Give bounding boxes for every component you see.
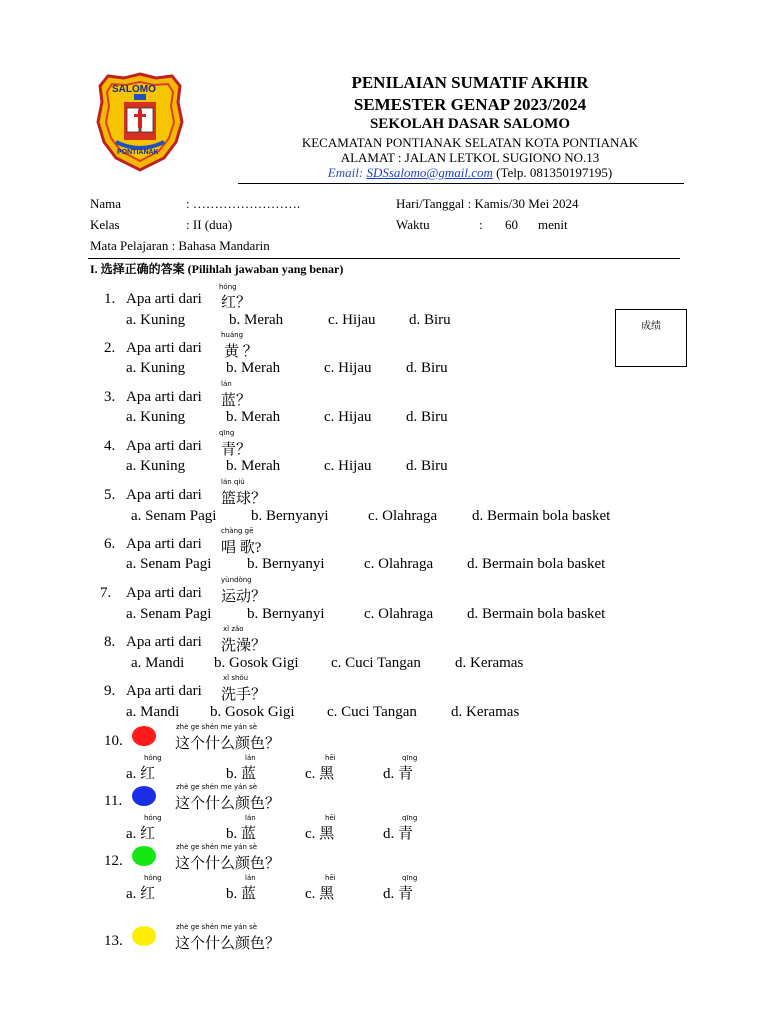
- question-hanzi: 运动？: [221, 589, 267, 605]
- question-text: Apa arti dari: [126, 634, 202, 650]
- pinyin: zhè ge shén me yán sè: [176, 843, 258, 851]
- date-label: Hari/Tanggal : Kamis/30 Mei 2024: [396, 196, 579, 211]
- option-c: c. Olahraga: [364, 606, 434, 622]
- pinyin: qīng: [219, 429, 235, 437]
- pinyin: zhè ge shén me yán sè: [176, 783, 258, 791]
- question-hanzi: 这个什么颜色？: [175, 736, 281, 752]
- option-d-pinyin: qīng: [402, 754, 418, 762]
- question-number: 10.: [104, 733, 123, 749]
- district-line: KECAMATAN PONTIANAK SELATAN KOTA PONTIANAK: [301, 135, 639, 150]
- pinyin: hóng: [219, 283, 237, 291]
- option-b: b. Bernyanyi: [251, 508, 329, 524]
- question-hanzi: 洗手？: [221, 687, 267, 703]
- option-b: b. Merah: [226, 458, 281, 474]
- option-c: c. Hijau: [324, 360, 372, 376]
- pinyin: huáng: [221, 331, 244, 339]
- option-b: b. Bernyanyi: [247, 556, 325, 572]
- question-text: Apa arti dari: [126, 438, 202, 454]
- info-divider: [88, 258, 680, 259]
- question-hanzi: 洗澡？: [221, 638, 267, 654]
- pinyin: xǐ zǎo: [223, 625, 244, 633]
- option-a: a. Kuning: [126, 458, 186, 474]
- waktu-unit: menit: [538, 217, 568, 232]
- question-text: Apa arti dari: [126, 389, 202, 405]
- option-c: c. 黑: [305, 826, 335, 842]
- question-hanzi: 青？: [221, 442, 252, 458]
- question-text: Apa arti dari: [126, 536, 202, 552]
- question-hanzi: 唱 歌?: [221, 540, 262, 556]
- pinyin: xǐ shǒu: [223, 674, 249, 682]
- option-a: a. Kuning: [126, 360, 186, 376]
- exam-title: PENILAIAN SUMATIF AKHIR: [351, 73, 589, 92]
- nama-field: : …………………….: [186, 196, 301, 211]
- option-c: c. 黑: [305, 886, 335, 902]
- school-name: SEKOLAH DASAR SALOMO: [369, 116, 571, 132]
- question-text: Apa arti dari: [126, 585, 202, 601]
- option-b: b. 蓝: [226, 766, 257, 782]
- option-a: a. Senam Pagi: [126, 606, 212, 622]
- logo-text-bottom: PONTIANAK: [117, 149, 159, 156]
- waktu-label: Waktu: [396, 217, 430, 232]
- option-d: d. 青: [383, 886, 414, 902]
- question-text: Apa arti dari: [126, 340, 202, 356]
- option-a: a. Senam Pagi: [131, 508, 217, 524]
- question-number: 5.: [104, 487, 116, 503]
- address-line: ALAMAT : JALAN LETKOL SUGIONO NO.13: [340, 150, 600, 165]
- option-a: a. Kuning: [126, 312, 186, 328]
- kelas-label: Kelas: [90, 217, 120, 232]
- option-a-pinyin: hóng: [144, 874, 162, 882]
- section-title: I. 选择正确的答案 (Pilihlah jawaban yang benar): [90, 262, 344, 276]
- option-d: d. Biru: [406, 458, 448, 474]
- nama-label: Nama: [90, 196, 122, 211]
- option-d: d. 青: [383, 826, 414, 842]
- option-d: d. Bermain bola basket: [467, 556, 606, 572]
- question-hanzi: 篮球？: [221, 491, 267, 507]
- pinyin: chàng gē: [221, 527, 254, 535]
- question-number: 8.: [104, 634, 116, 650]
- option-d: d. Keramas: [451, 704, 520, 720]
- contact-line: [190, 165, 750, 181]
- option-c: c. Olahraga: [364, 556, 434, 572]
- option-c: c. Hijau: [324, 409, 372, 425]
- option-d-pinyin: qīng: [402, 874, 418, 882]
- email-link[interactable]: SDSsalomo@gmail.com: [366, 165, 493, 180]
- option-a-pinyin: hóng: [144, 814, 162, 822]
- color-swatch: [132, 926, 156, 946]
- email-label: Email:: [327, 165, 364, 180]
- pinyin: zhè ge shén me yán sè: [176, 723, 258, 731]
- color-swatch: [132, 786, 156, 806]
- kelas-value: : II (dua): [186, 217, 233, 232]
- question-text: Apa arti dari: [126, 291, 202, 307]
- question-hanzi: 蓝？: [221, 393, 252, 409]
- option-b: b. 蓝: [226, 886, 257, 902]
- color-swatch: [132, 726, 156, 746]
- option-d: d. 青: [383, 766, 414, 782]
- option-a: a. 红: [126, 886, 156, 902]
- option-d: d. Biru: [406, 409, 448, 425]
- header-divider: [238, 183, 684, 184]
- logo-text-top: SALOMO: [112, 84, 156, 95]
- pinyin: zhè ge shén me yán sè: [176, 923, 258, 931]
- option-c: c. Cuci Tangan: [327, 704, 417, 720]
- question-number: 11.: [104, 793, 123, 809]
- option-a: a. 红: [126, 826, 156, 842]
- option-c: c. 黑: [305, 766, 335, 782]
- option-b-pinyin: lán: [245, 814, 256, 822]
- question-number: 6.: [104, 536, 116, 552]
- waktu-colon: :: [479, 217, 483, 232]
- pinyin: yùndòng: [221, 576, 252, 584]
- question-number: 3.: [104, 389, 116, 405]
- pinyin: lán qiú: [221, 478, 245, 486]
- waktu-value: 60: [505, 217, 518, 232]
- question-hanzi: 这个什么颜色？: [175, 796, 281, 812]
- option-a: a. Mandi: [131, 655, 185, 671]
- option-b: b. Bernyanyi: [247, 606, 325, 622]
- option-a: a. Kuning: [126, 409, 186, 425]
- question-number: 2.: [104, 340, 116, 356]
- option-c-pinyin: hēi: [325, 874, 336, 882]
- option-c: c. Hijau: [324, 458, 372, 474]
- option-b: b. Gosok Gigi: [214, 655, 299, 671]
- option-c: c. Hijau: [328, 312, 376, 328]
- option-b: b. Merah: [229, 312, 284, 328]
- question-hanzi: 黄 ？: [224, 344, 258, 360]
- option-b-pinyin: lán: [245, 874, 256, 882]
- question-number: 4.: [104, 438, 116, 454]
- option-c-pinyin: hēi: [325, 754, 336, 762]
- option-a-pinyin: hóng: [144, 754, 162, 762]
- question-hanzi: 这个什么颜色？: [175, 856, 281, 872]
- question-hanzi: 红？: [221, 295, 252, 311]
- question-text: Apa arti dari: [126, 487, 202, 503]
- option-b: b. Merah: [226, 360, 281, 376]
- question-number: 7.: [100, 585, 112, 601]
- color-swatch: [132, 846, 156, 866]
- option-a: a. Senam Pagi: [126, 556, 212, 572]
- option-b: b. 蓝: [226, 826, 257, 842]
- option-a: a. Mandi: [126, 704, 180, 720]
- question-number: 1.: [104, 291, 116, 307]
- option-d: d. Bermain bola basket: [472, 508, 611, 524]
- question-hanzi: 这个什么颜色？: [175, 936, 281, 952]
- option-b: b. Gosok Gigi: [210, 704, 295, 720]
- pinyin: lán: [221, 380, 232, 388]
- option-b-pinyin: lán: [245, 754, 256, 762]
- question-number: 9.: [104, 683, 116, 699]
- option-c-pinyin: hēi: [325, 814, 336, 822]
- question-text: Apa arti dari: [126, 683, 202, 699]
- option-d: d. Keramas: [455, 655, 524, 671]
- semester-title: SEMESTER GENAP 2023/2024: [353, 95, 587, 114]
- phone-text: (Telp. 081350197195): [496, 165, 613, 180]
- option-b: b. Merah: [226, 409, 281, 425]
- subject-line: Mata Pelajaran : Bahasa Mandarin: [90, 238, 270, 253]
- option-a: a. 红: [126, 766, 156, 782]
- option-d: d. Bermain bola basket: [467, 606, 606, 622]
- option-d-pinyin: qīng: [402, 814, 418, 822]
- score-label: 成绩: [641, 321, 661, 332]
- option-c: c. Cuci Tangan: [331, 655, 421, 671]
- option-c: c. Olahraga: [368, 508, 438, 524]
- question-number: 13.: [104, 933, 123, 949]
- question-number: 12.: [104, 853, 123, 869]
- score-box: [615, 309, 687, 367]
- option-d: d. Biru: [406, 360, 448, 376]
- option-d: d. Biru: [409, 312, 451, 328]
